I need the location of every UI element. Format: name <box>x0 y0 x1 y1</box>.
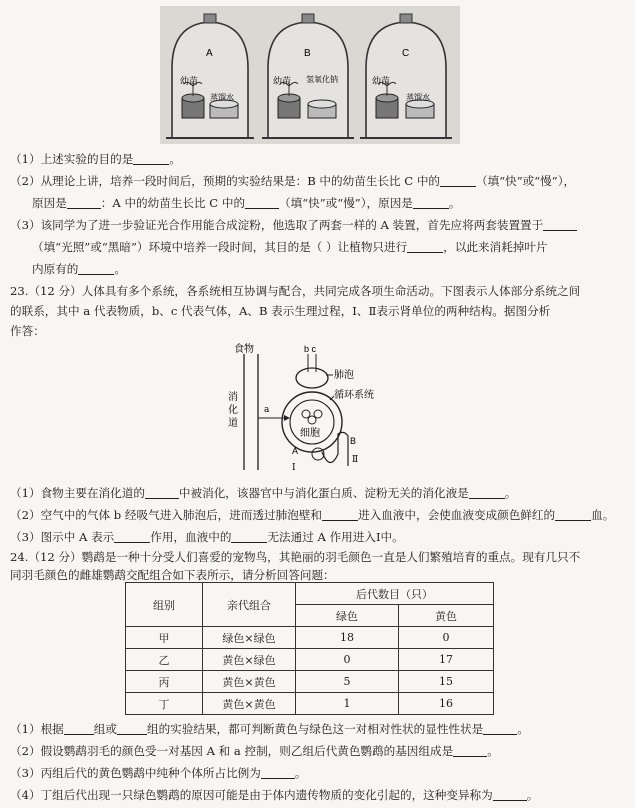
q24-3: （3）丙组后代的黄色鹦鹉中纯种个体所占比例为 。 <box>10 766 307 780</box>
q23-stem-1: 23.（12 分）人体具有多个系统，各系统相互协调与配合，共同完成各项生命活动。下图表示人体部分系统之间 <box>10 284 581 298</box>
circulatory-system <box>282 388 374 452</box>
table-row: 丁 黄色×黄色 1 16 <box>126 693 494 715</box>
digestive-tract <box>228 342 290 470</box>
header-parents: 亲代组合 <box>203 583 296 627</box>
answer-blank <box>469 486 505 499</box>
label-A: A <box>292 446 299 456</box>
q23-stem-3: 作答： <box>10 324 45 338</box>
jar-b-seedling: 幼苗 <box>273 77 292 87</box>
answer-blank <box>64 722 94 735</box>
q24-4: （4）丁组后代出现一只绿色鹦鹉的原因可能是由于体内遗传物质的变化引起的，这种变异称为 。 <box>10 788 539 802</box>
body-systems-diagram <box>222 342 397 476</box>
answer-blank <box>543 218 577 231</box>
q23-2: （2）空气中的气体 b 经吸气进入肺泡后，进而透过肺泡壁和 进入血液中，会使血液变成颜色鲜红的 血。 <box>10 508 615 522</box>
label-alveoli: 肺泡 <box>334 370 354 381</box>
label-cell: 细胞 <box>300 428 320 439</box>
answer-blank <box>114 530 150 543</box>
q22-1: （1）上述实验的目的是 。 <box>10 152 181 166</box>
answer-blank <box>493 788 527 801</box>
q22-3-cont2: 内原有的 。 <box>32 262 126 276</box>
answer-blank <box>453 744 487 757</box>
label-tract: 消化道 <box>228 392 238 429</box>
jar-b-letter: B <box>304 48 311 59</box>
jar-b-cup: 氢氧化钠 <box>306 75 338 84</box>
jar-c-cup: 蒸馏水 <box>406 93 430 102</box>
answer-blank <box>78 262 114 275</box>
answer-blank <box>407 240 443 253</box>
answer-blank <box>483 722 517 735</box>
q22-2: （2）从理论上讲，培养一段时间后，预期的实验结果是：B 中的幼苗生长比 C 中的 （填“快”或“慢”）， <box>10 174 576 188</box>
answer-blank <box>261 766 295 779</box>
answer-blank <box>145 486 179 499</box>
label-circulation: 循环系统 <box>334 390 374 401</box>
header-group: 组别 <box>126 583 203 627</box>
answer-blank <box>133 152 169 165</box>
answer-blank <box>322 508 358 521</box>
lung-alveoli <box>296 344 354 388</box>
header-offspring: 后代数目（只） <box>296 583 494 605</box>
q23-stem-2: 的联系，其中 a 代表物质，b、c 代表气体，A、B 表示生理过程，Ⅰ、Ⅱ表示肾单位的两种结构。据图分析 <box>10 304 551 318</box>
jar-a-letter: A <box>206 48 213 59</box>
jar-a-cup: 蒸馏水 <box>210 93 234 102</box>
jar-c-seedling: 幼苗 <box>372 77 391 87</box>
label-II: Ⅱ <box>352 455 359 465</box>
answer-blank <box>117 722 147 735</box>
answer-blank <box>440 174 476 187</box>
q24-2: （2）假设鹦鹉羽毛的颜色受一对基因 A 和 a 控制，则乙组后代黄色鹦鹉的基因组成是 。 <box>10 744 499 758</box>
table-row: 丙 黄色×黄色 5 15 <box>126 671 494 693</box>
answer-blank <box>67 196 101 209</box>
parrot-cross-table <box>125 582 494 715</box>
label-food: 食物 <box>234 344 254 355</box>
table-row: 乙 黄色×绿色 0 17 <box>126 649 494 671</box>
q24-stem-1: 24.（12 分）鹦鹉是一种十分受人们喜爱的宠物鸟，其艳丽的羽毛颜色一直是人们繁殖培育的重点。现有几只不 <box>10 550 581 564</box>
label-bc: b c <box>304 344 317 354</box>
q22-2-cont: 原因是 ：A 中的幼苗生长比 C 中的 （填“快”或“慢”），原因是 。 <box>32 196 461 210</box>
answer-blank <box>555 508 591 521</box>
header-yellow: 黄色 <box>399 605 494 627</box>
label-I: Ⅰ <box>292 463 296 473</box>
bell-jar-figure <box>160 6 460 144</box>
q22-3: （3）该同学为了进一步验证光合作用能合成淀粉，他选取了两套一样的 A 装置，首先应将两套装置置于 <box>10 216 625 234</box>
q22-3-cont: （填“光照”或“黑暗”）环境中培养一段时间，其目的是（ ）让植物只进行 ，以此来消耗掉叶片 <box>32 240 548 254</box>
q24-1: （1）根据 组或 组的实验结果，都可判断黄色与绿色这一对相对性状的显性性状是 。 <box>10 722 529 736</box>
q23-1: （1）食物主要在消化道的 中被消化，该器官中与消化蛋白质、淀粉无关的消化液是 。 <box>10 486 517 500</box>
label-B: B <box>350 436 357 446</box>
header-green: 绿色 <box>296 605 399 627</box>
jar-c-letter: C <box>402 48 410 59</box>
answer-blank <box>245 196 279 209</box>
label-a: a <box>264 405 270 415</box>
jar-a-seedling: 幼苗 <box>180 77 199 87</box>
answer-blank <box>413 196 449 209</box>
q23-3: （3）图示中 A 表示 作用，血液中的 无法通过 A 作用进入Ⅰ中。 <box>10 530 404 544</box>
answer-blank <box>231 530 267 543</box>
q24-stem-2: 同羽毛颜色的雌雄鹦鹉交配组合如下表所示，请分析回答问题： <box>10 568 335 582</box>
table-row: 甲 绿色×绿色 18 0 <box>126 627 494 649</box>
